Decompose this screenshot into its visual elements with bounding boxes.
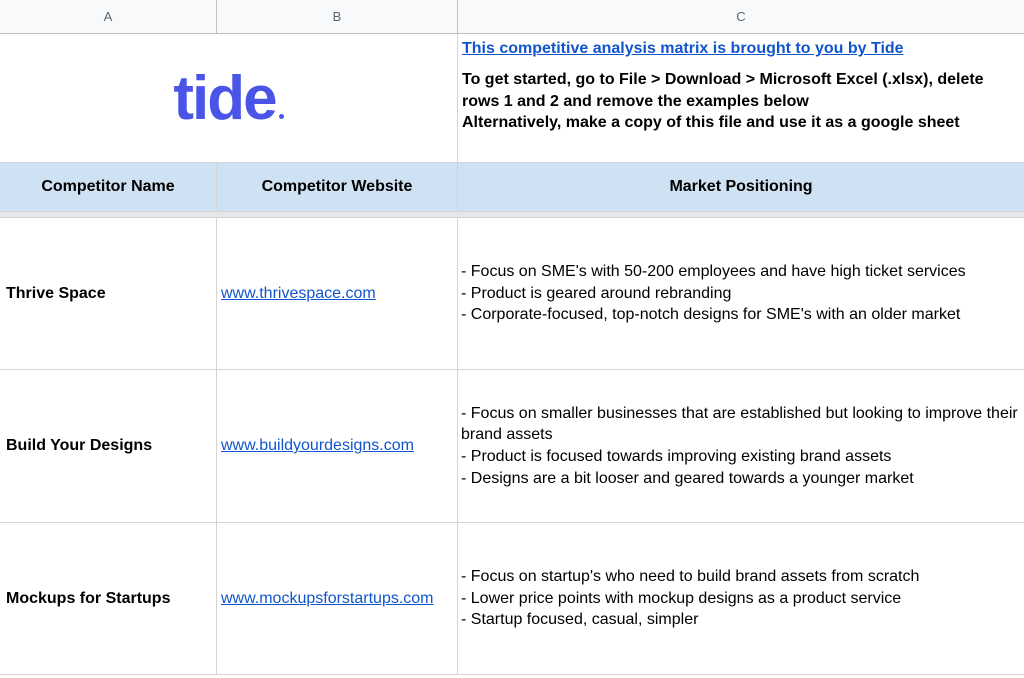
- header-market-positioning[interactable]: Market Positioning: [458, 163, 1024, 212]
- instructions-text: To get started, go to File > Download > Microsoft Excel (.xlsx), delete rows 1 and 2 and remove the examples below Alternatively, make a copy of this file and use it as a google sheet: [462, 71, 984, 131]
- row-1-website-cell[interactable]: [217, 218, 458, 370]
- row-3-website-link[interactable]: www.mockupsforstartups.com: [221, 589, 434, 607]
- row-2-positioning-line: - Focus on smaller businesses that are established but looking to improve their brand assets: [461, 404, 1018, 444]
- logo-cell[interactable]: [0, 34, 458, 163]
- column-header-a[interactable]: A: [0, 0, 217, 34]
- column-header-c[interactable]: C: [736, 9, 746, 24]
- row-3-positioning-line: - Lower price points with mockup designs as a product service: [461, 589, 902, 607]
- intro-cell[interactable]: [458, 34, 1024, 163]
- row-2-positioning-line: - Product is focused towards improving existing brand assets: [461, 448, 892, 465]
- row-1-website-link[interactable]: www.thrivespace.com: [221, 284, 376, 302]
- row-3-name[interactable]: Mockups for Startups: [0, 523, 217, 675]
- row-2-website-link[interactable]: www.buildyourdesigns.com: [221, 437, 414, 454]
- row-2-positioning-line: - Designs are a bit looser and geared towards a younger market: [461, 469, 914, 487]
- logo-dot-icon: [279, 114, 284, 119]
- row-1-positioning-line: - Corporate-focused, top-notch designs for SME's with an older market: [461, 306, 961, 324]
- row-2-website-cell[interactable]: [217, 370, 458, 523]
- row-1-name[interactable]: Thrive Space: [0, 218, 217, 370]
- column-header-b[interactable]: B: [217, 0, 458, 34]
- row-3-positioning[interactable]: [458, 523, 1024, 675]
- logo-text: tide: [173, 63, 276, 133]
- tide-link[interactable]: This competitive analysis matrix is brought to you by Tide: [462, 40, 904, 57]
- header-competitor-name[interactable]: Competitor Name: [0, 163, 217, 212]
- row-2-name[interactable]: Build Your Designs: [0, 370, 217, 523]
- row-1-positioning-line: - Focus on SME's with 50-200 employees and have high ticket services: [461, 263, 966, 281]
- row-3-positioning-line: - Startup focused, casual, simpler: [461, 611, 699, 629]
- row-1-positioning[interactable]: [458, 218, 1024, 370]
- row-2-positioning[interactable]: [458, 370, 1024, 523]
- column-header-bar: [0, 0, 1024, 34]
- row-3-website-cell[interactable]: [217, 523, 458, 675]
- header-competitor-website[interactable]: Competitor Website: [217, 163, 458, 212]
- tide-logo: [173, 63, 283, 134]
- row-3-positioning-line: - Focus on startup's who need to build brand assets from scratch: [461, 568, 920, 586]
- row-1-positioning-line: - Product is geared around rebranding: [461, 284, 732, 302]
